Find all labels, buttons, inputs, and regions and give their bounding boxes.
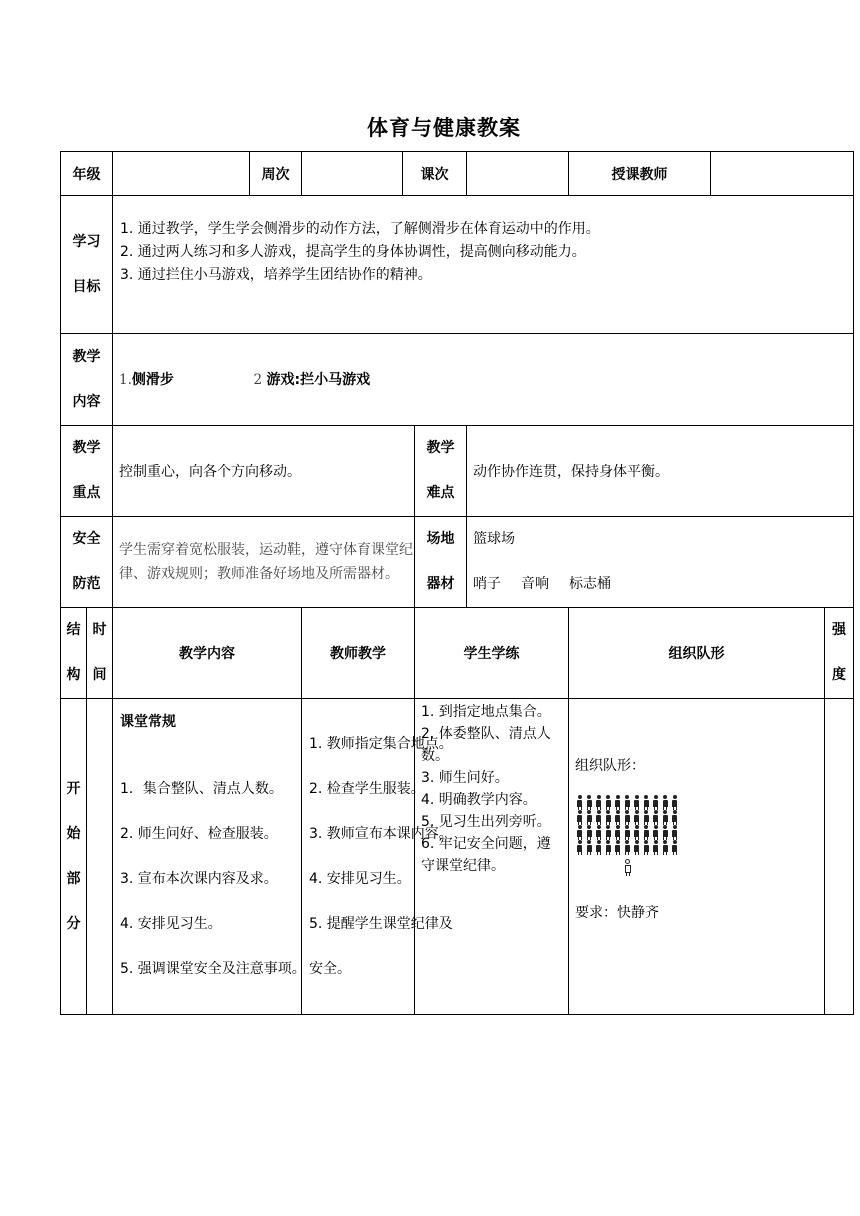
student-figure-icon xyxy=(585,795,595,810)
teacher-label: 授课教师 xyxy=(569,152,711,196)
venue-label: 场地 器材 xyxy=(415,517,467,608)
teacher-list-item: 5. 提醒学生课堂纪律及 xyxy=(309,916,453,932)
student-list-item: 5. 见习生出列旁听。 xyxy=(421,814,551,830)
formation-diagram xyxy=(575,795,681,855)
grade-label: 年级 xyxy=(61,152,113,196)
content-row xyxy=(61,334,854,426)
student-figure-icon xyxy=(594,840,604,855)
lesson-plan-table xyxy=(60,151,854,1015)
student-figure-icon xyxy=(613,825,623,840)
safety-value: 学生需穿着宽松服装，运动鞋，遵守体育课堂纪律、游戏规则；教师准备好场地及所需器材。 xyxy=(113,517,415,608)
equipment-item: 哨子 xyxy=(473,576,501,592)
teacher-list-item: 3. 教师宣布本课内容。 xyxy=(309,826,453,842)
student-figure-icon xyxy=(604,825,614,840)
formation-row xyxy=(575,810,681,825)
lesson-value[interactable] xyxy=(467,152,569,196)
student-figure-icon xyxy=(575,825,585,840)
teacher-list-item: 4. 安排见习生。 xyxy=(309,871,411,887)
student-figure-icon xyxy=(604,840,614,855)
week-label: 周次 xyxy=(250,152,302,196)
formation-header: 组织队形 xyxy=(569,608,825,699)
content-list-item: 5. 强调课堂安全及注意事项。 xyxy=(120,961,306,977)
student-figure-icon xyxy=(623,825,633,840)
formation-requirement: 要求：快静齐 xyxy=(575,905,659,921)
content-label: 教学 内容 xyxy=(61,334,113,426)
equipment-list xyxy=(473,562,853,607)
student-figure-icon xyxy=(604,810,614,825)
student-figure-icon xyxy=(632,825,642,840)
objectives-label: 学习 目标 xyxy=(61,196,113,334)
student-list-item: 3. 师生问好。 xyxy=(421,770,509,786)
teacher-list-item: 1. 教师指定集合地点。 xyxy=(309,736,453,752)
student-figure-icon xyxy=(651,810,661,825)
student-list-item: 2. 体委整队、清点人数。 xyxy=(421,726,551,764)
structure-header: 结 构 xyxy=(61,608,87,699)
objectives-list xyxy=(113,196,854,334)
lesson-label: 课次 xyxy=(403,152,467,196)
student-figure-icon xyxy=(604,795,614,810)
start-section-row xyxy=(61,699,854,1015)
student-figure-icon xyxy=(642,825,652,840)
student-figure-icon xyxy=(585,840,595,855)
start-section-time[interactable] xyxy=(87,699,113,1015)
student-figure-icon xyxy=(585,825,595,840)
content-item: 游戏:拦小马游戏 xyxy=(266,371,371,388)
student-figure-icon xyxy=(623,795,633,810)
student-figure-icon xyxy=(642,795,652,810)
student-figure-icon xyxy=(575,810,585,825)
start-content-cell xyxy=(113,699,306,1015)
student-figure-icon xyxy=(661,840,671,855)
key-points-label: 教学 重点 xyxy=(61,426,113,517)
objective-item: 1. 通过教学，学生学会侧滑步的动作方法，了解侧滑步在体育运动中的作用。 xyxy=(120,221,600,237)
student-figure-icon xyxy=(594,810,604,825)
teacher-figure-icon xyxy=(623,859,632,876)
student-list-item: 6. 牢记安全问题，遵守课堂纪律。 xyxy=(421,836,551,874)
student-figure-icon xyxy=(613,840,623,855)
student-list-item: 1. 到指定地点集合。 xyxy=(421,704,551,720)
formation-row xyxy=(575,795,681,810)
start-teacher-cell xyxy=(302,699,453,1015)
student-figure-icon xyxy=(661,825,671,840)
column-header-row xyxy=(61,608,854,699)
venue-value: 篮球场 xyxy=(473,531,515,547)
grade-value[interactable] xyxy=(113,152,250,196)
student-figure-icon xyxy=(623,810,633,825)
equipment-item: 标志桶 xyxy=(569,576,611,592)
formation-row xyxy=(575,840,681,855)
formation-row xyxy=(575,825,681,840)
student-figure-icon xyxy=(632,840,642,855)
student-figure-icon xyxy=(642,810,652,825)
objective-item: 3. 通过拦住小马游戏，培养学生团结协作的精神。 xyxy=(120,267,432,283)
time-header: 时 间 xyxy=(87,608,113,699)
difficulty-value: 动作协作连贯，保持身体平衡。 xyxy=(467,426,854,517)
safety-row xyxy=(61,517,854,608)
content-value xyxy=(113,334,854,426)
start-student-cell xyxy=(415,699,569,1015)
student-figure-icon xyxy=(661,795,671,810)
key-points-row xyxy=(61,426,854,517)
student-figure-icon xyxy=(651,825,661,840)
content-list-item: 2. 师生问好、检查服装。 xyxy=(120,826,278,842)
objective-item: 2. 通过两人练习和多人游戏，提高学生的身体协调性，提高侧向移动能力。 xyxy=(120,244,586,260)
objectives-row xyxy=(61,196,854,334)
content-item-number: 1. xyxy=(119,371,132,388)
safety-label: 安全 防范 xyxy=(61,517,113,608)
student-list-item: 4. 明确教学内容。 xyxy=(421,792,537,808)
venue-value-cell xyxy=(467,517,854,608)
student-figure-icon xyxy=(623,840,633,855)
document-title: 体育与健康教案 xyxy=(367,116,521,140)
teacher-list-item: 2. 检查学生服装。 xyxy=(309,781,425,797)
formation-label: 组织队形： xyxy=(575,758,645,774)
student-figure-icon xyxy=(613,795,623,810)
content-item: 侧滑步 xyxy=(131,371,174,388)
student-figure-icon xyxy=(670,810,680,825)
student-figure-icon xyxy=(651,795,661,810)
student-figure-icon xyxy=(613,810,623,825)
student-figure-icon xyxy=(594,825,604,840)
teacher-header: 教师教学 xyxy=(302,608,415,699)
student-figure-icon xyxy=(670,825,680,840)
teacher-value[interactable] xyxy=(711,152,854,196)
difficulty-label: 教学 难点 xyxy=(415,426,467,517)
student-header: 学生学练 xyxy=(415,608,569,699)
student-figure-icon xyxy=(594,795,604,810)
student-figure-icon xyxy=(632,810,642,825)
student-figure-icon xyxy=(670,795,680,810)
content-item-number: 2 xyxy=(253,371,263,388)
student-figure-icon xyxy=(661,810,671,825)
intensity-header: 强 度 xyxy=(825,608,854,699)
student-figure-icon xyxy=(642,840,652,855)
start-intensity[interactable] xyxy=(825,699,854,1015)
teacher-list-item: 安全。 xyxy=(309,961,351,977)
content-list-item: 3. 宣布本次课内容及求。 xyxy=(120,871,278,887)
student-figure-icon xyxy=(585,810,595,825)
student-figure-icon xyxy=(651,840,661,855)
start-section-label: 开 始 部 分 xyxy=(61,699,87,1015)
week-value[interactable] xyxy=(302,152,403,196)
start-formation-cell xyxy=(569,699,825,1015)
content-header: 教学内容 xyxy=(113,608,302,699)
header-row xyxy=(61,152,854,196)
student-figure-icon xyxy=(632,795,642,810)
equipment-item: 音响 xyxy=(521,576,549,592)
student-figure-icon xyxy=(575,840,585,855)
content-list-item: 4. 安排见习生。 xyxy=(120,916,222,932)
content-list-item: 1．集合整队、清点人数。 xyxy=(120,781,283,797)
content-title: 课堂常规 xyxy=(120,714,176,730)
student-figure-icon xyxy=(575,795,585,810)
key-points-value: 控制重心，向各个方向移动。 xyxy=(113,426,415,517)
student-figure-icon xyxy=(670,840,680,855)
